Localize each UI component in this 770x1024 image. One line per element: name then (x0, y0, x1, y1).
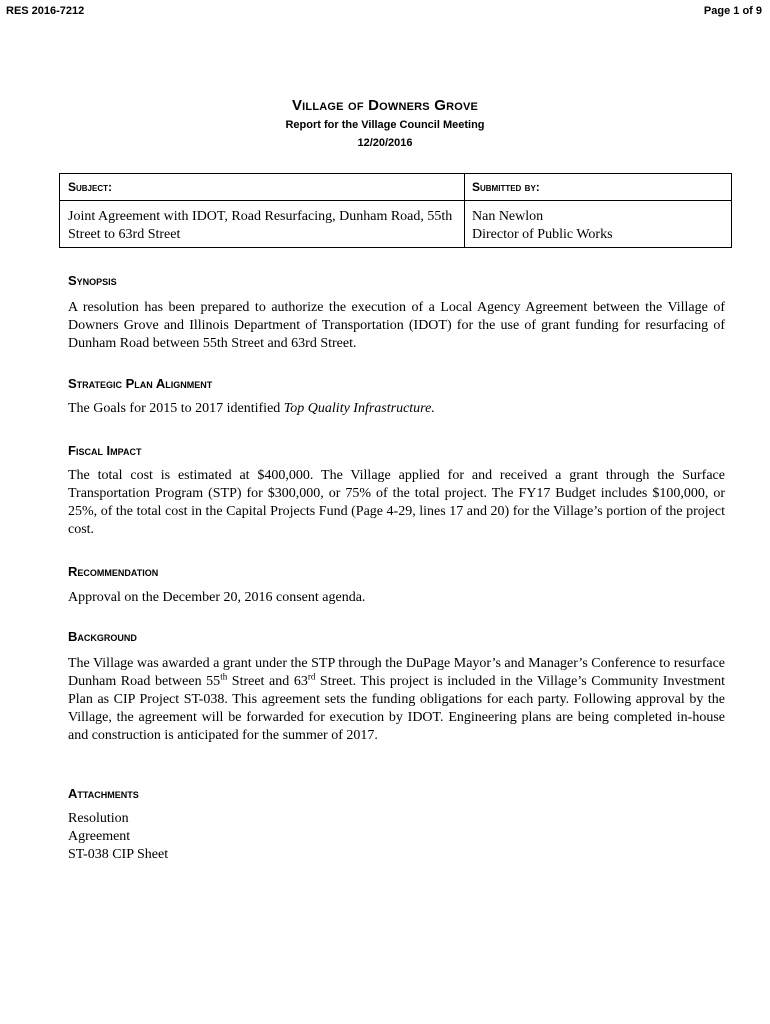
subject-table (59, 173, 732, 248)
table-row-divider (60, 200, 731, 201)
background-part-1: The Village was awarded a grant under the STP through the DuPage Mayor’s and Manager’s Conference to resurface Dunham Road between 55 (68, 656, 725, 689)
fiscal-impact-heading: Fiscal Impact (68, 443, 142, 458)
submitted-by-header: Submitted by: (472, 180, 540, 194)
attachments-list (68, 810, 168, 864)
recommendation-text: Approval on the December 20, 2016 consent agenda. (68, 590, 366, 605)
resolution-number: RES 2016-7212 (6, 5, 85, 17)
strategic-plan-goal: Top Quality Infrastructure. (283, 401, 435, 416)
strategic-plan-prefix: The Goals for 2015 to 2017 identified (68, 401, 284, 416)
attachments-heading: Attachments (68, 786, 139, 801)
submitter-title: Director of Public Works (472, 227, 613, 242)
synopsis-text: A resolution has been prepared to authorize the execution of a Local Agency Agreement between the Village of Downers Grove and Illinois Department of Transportation (IDOT) for the use of grant funding for resurfacing of Dunham Road between 55th Street and 63rd Street. (68, 300, 725, 351)
background-heading: Background (68, 629, 137, 644)
ordinal-suffix-rd: rd (307, 671, 316, 682)
page-title: Village of Downers Grove (291, 97, 479, 114)
recommendation-heading: Recommendation (68, 564, 159, 579)
report-subtitle: Report for the Village Council Meeting (285, 119, 485, 131)
subject-value: Joint Agreement with IDOT, Road Resurfacing, Dunham Road, 55th Street to 63rd Street (68, 209, 453, 242)
background-text (68, 655, 725, 745)
submitted-by-value (472, 208, 727, 244)
fiscal-impact-text: The total cost is estimated at $400,000. The Village applied for and received a grant through the Surface Transportation Program (STP) for $300,000, or 75% of the total project. The FY17 Budget includes $100,000, or 25%, of the total cost in the Capital Projects Fund (Page 4-29, lines 17 and 20) for the Village’s portion of the project cost. (68, 468, 725, 537)
background-part-2: Street and 63 (227, 674, 308, 689)
subject-header: Subject: (68, 180, 113, 194)
strategic-plan-heading: Strategic Plan Alignment (68, 376, 213, 391)
attachment-item: Resolution (68, 811, 129, 826)
ordinal-suffix-th: th (220, 671, 228, 682)
submitter-name: Nan Newlon (472, 209, 544, 224)
strategic-plan-text (68, 400, 725, 418)
page-count: Page 1 of 9 (703, 5, 762, 17)
attachment-item: ST-038 CIP Sheet (68, 847, 169, 862)
synopsis-heading: Synopsis (68, 273, 117, 288)
attachment-item: Agreement (68, 829, 131, 844)
table-column-divider (464, 174, 465, 247)
background-part-3: Street. This project is included in the Village’s Community Investment Plan as CIP Project ST-038. This agreement sets the funding obligations for each party. Following approval by the Village, the agreement will be forwarded for execution by IDOT. Engineering plans are being completed in-house and construction is anticipated for the summer of 2017. (68, 674, 725, 743)
meeting-date: 12/20/2016 (357, 137, 413, 149)
